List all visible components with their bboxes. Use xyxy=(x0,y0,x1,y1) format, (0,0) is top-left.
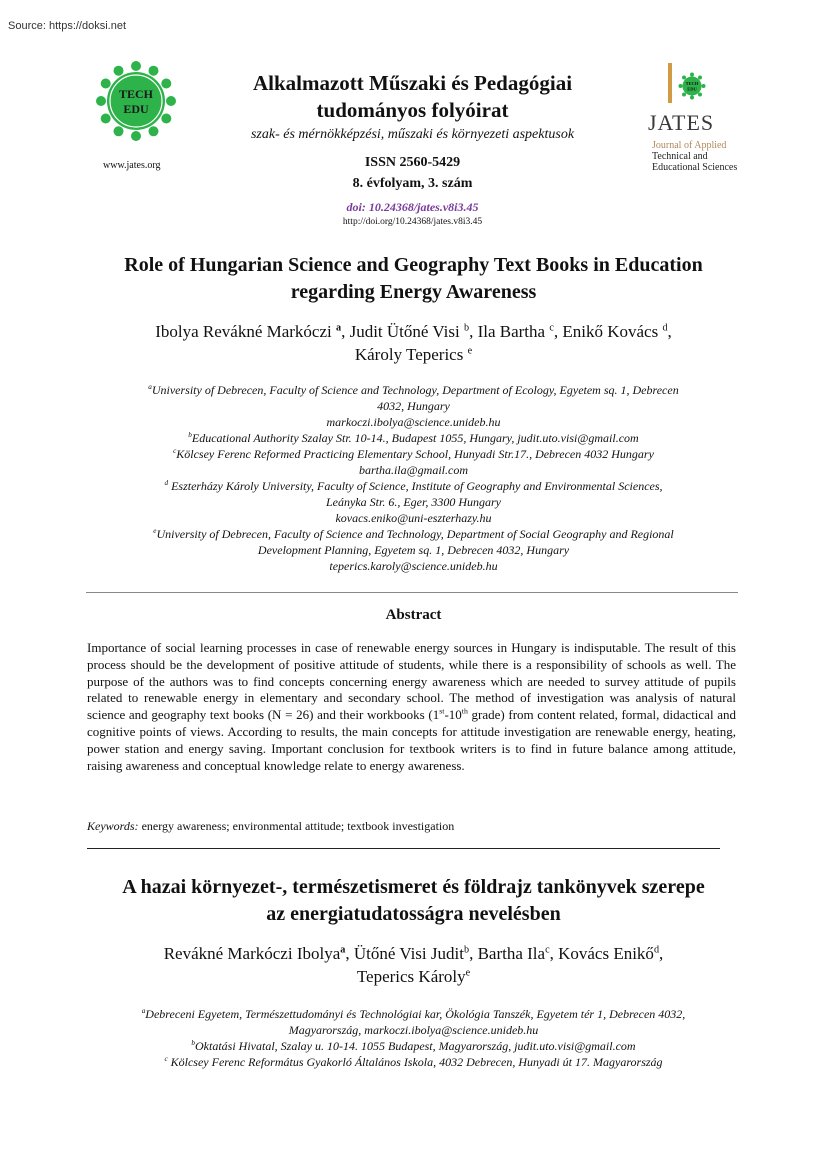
author: Teperics Károly$^e$ xyxy=(356,967,471,986)
affiliations xyxy=(88,382,739,574)
hungarian-affiliations xyxy=(88,1006,739,1070)
jates-circle-icon xyxy=(678,72,706,100)
keywords-value: energy awareness; environmental attitude; textbook investigation xyxy=(138,819,455,833)
author: Ütőné Visi Judit$^b$, xyxy=(353,944,478,963)
author-list xyxy=(80,320,747,366)
jates-sub1: Journal of Applied xyxy=(652,140,727,151)
author: Ibolya Revákné Markóczi $^a$, xyxy=(155,322,350,341)
jates-wordmark: JATES xyxy=(648,110,715,135)
author: Enikő Kovács $^d$, xyxy=(562,322,672,341)
journal-header xyxy=(200,70,625,227)
affiliation-b: $^b$Educational Authority Szalay Str. 10-14., Budapest 1055, Hungary, judit.uto.visi@gmail.com xyxy=(188,431,639,445)
doi-url[interactable]: http://doi.org/10.24368/jates.v8i3.45 xyxy=(342,217,483,227)
affiliation-d: $^d$ Eszterházy Károly University, Faculty of Science, Institute of Geography and Environmental Sciences, Leányka Str. 6., Eger, 3300 Hungary kovacs.eniko@uni-eszterhazy.hu xyxy=(164,479,663,525)
jates-sub2 xyxy=(652,151,737,173)
author: Bartha Ila$^c$, xyxy=(477,944,559,963)
logo-left-line1: TECH xyxy=(118,87,154,101)
tech-edu-logo xyxy=(95,60,177,142)
hu-affiliation-c: $^c$ Kölcsey Ferenc Református Gyakorló Általános Iskola, 4032 Debrecen, Hunyadi út 17. Magyarország xyxy=(164,1055,663,1069)
paper-title-line1: Role of Hungarian Science and Geography Text Books in Education xyxy=(124,254,703,276)
hungarian-title-line1: A hazai környezet-, természetismeret és földrajz tankönyvek szerepe xyxy=(122,876,705,898)
author: Judit Ütőné Visi $^b$, xyxy=(349,322,478,341)
jates-logo xyxy=(650,60,760,180)
journal-website: www.jates.org xyxy=(103,160,161,171)
author: Ila Bartha $^c$, xyxy=(477,322,563,341)
volume-issue: 8. évfolyam, 3. szám xyxy=(352,176,473,191)
jates-circle-line2: EDU xyxy=(687,86,697,92)
divider xyxy=(86,592,738,593)
divider-2 xyxy=(87,848,720,849)
issn: ISSN 2560-5429 xyxy=(364,155,461,170)
jates-bar xyxy=(668,63,672,103)
affiliation-a: $^a$University of Debrecen, Faculty of Science and Technology, Department of Ecology, Egyetem sq. 1, Debrecen 4032, Hungary markoczi.ibolya@science.unideb.hu xyxy=(148,383,679,429)
hungarian-title xyxy=(60,874,767,928)
abstract-heading: Abstract xyxy=(385,607,442,623)
author: Revákné Markóczi Ibolya$^a$, xyxy=(163,944,354,963)
author: Kovács Enikő$^d$, xyxy=(558,944,664,963)
paper-title-line2: regarding Energy Awareness xyxy=(290,281,537,303)
logo-left-line2: EDU xyxy=(123,102,149,116)
source-note: Source: https://doksi.net xyxy=(8,20,127,32)
paper-title xyxy=(60,252,767,306)
keywords xyxy=(87,819,454,834)
affiliation-e: $^e$University of Debrecen, Faculty of Science and Technology, Department of Social Geography and Regional Development Planning, Egyetem sq. 1, Debrecen 4032, Hungary teperics.karoly@science.unideb.hu xyxy=(153,527,674,573)
journal-subtitle: szak- és mérnökképzési, műszaki és környezeti aspektusok xyxy=(250,127,575,142)
journal-title-line2: tudományos folyóirat xyxy=(316,98,509,122)
journal-title-line1: Alkalmazott Műszaki és Pedagógiai xyxy=(252,71,573,95)
jates-sub2-line: Technical and xyxy=(652,151,708,162)
abstract-text: Importance of social learning processes in case of renewable energy sources in Hungary is indisputable. The result of this process should be the development of positive attitude of students, while there is a responsibility of schools as well. The purpose of the authors was to find concepts concerning energy awareness which are needed to survey attitude of pupils related to renewable energy in elementary and secondary school. The method of investigation was analysis of natural science and geography text books (N = 26) and their workbooks (1st-10th grade) from content related, formal, didactical and cognitive points of views. According to results, the main concepts for attitude investigation are renewable energy, heating, power station and energy saving. Important conclusion for textbook writers is to find in future balance among attitude, raising awareness and conceptual knowledge relate to energy awareness. xyxy=(87,640,736,773)
jates-sub3-line: Educational Sciences xyxy=(652,162,738,173)
hungarian-author-list xyxy=(80,942,747,988)
keywords-label: Keywords: xyxy=(87,819,139,833)
author: Károly Teperics $^e$ xyxy=(354,345,473,364)
jates-circle-line1: TECH xyxy=(685,81,699,86)
hu-affiliation-a: $^a$Debreceni Egyetem, Természettudományi és Technológiai kar, Ökológia Tanszék, Egyetem tér 1, Debrecen 4032, Magyarország, markoczi.ibolya@science.unideb.hu xyxy=(141,1007,686,1037)
hu-affiliation-b: $^b$Oktatási Hivatal, Szalay u. 10-14. 1055 Budapest, Magyarország, judit.uto.visi@gmail.com xyxy=(191,1039,636,1053)
doi[interactable]: doi: 10.24368/jates.v8i3.45 xyxy=(346,200,479,214)
hungarian-title-line2: az energiatudatosságra nevelésben xyxy=(266,903,561,925)
affiliation-c: $^c$Kölcsey Ferenc Reformed Practicing Elementary School, Hunyadi Str.17., Debrecen 4032 Hungary bartha.ila@gmail.com xyxy=(173,447,654,477)
